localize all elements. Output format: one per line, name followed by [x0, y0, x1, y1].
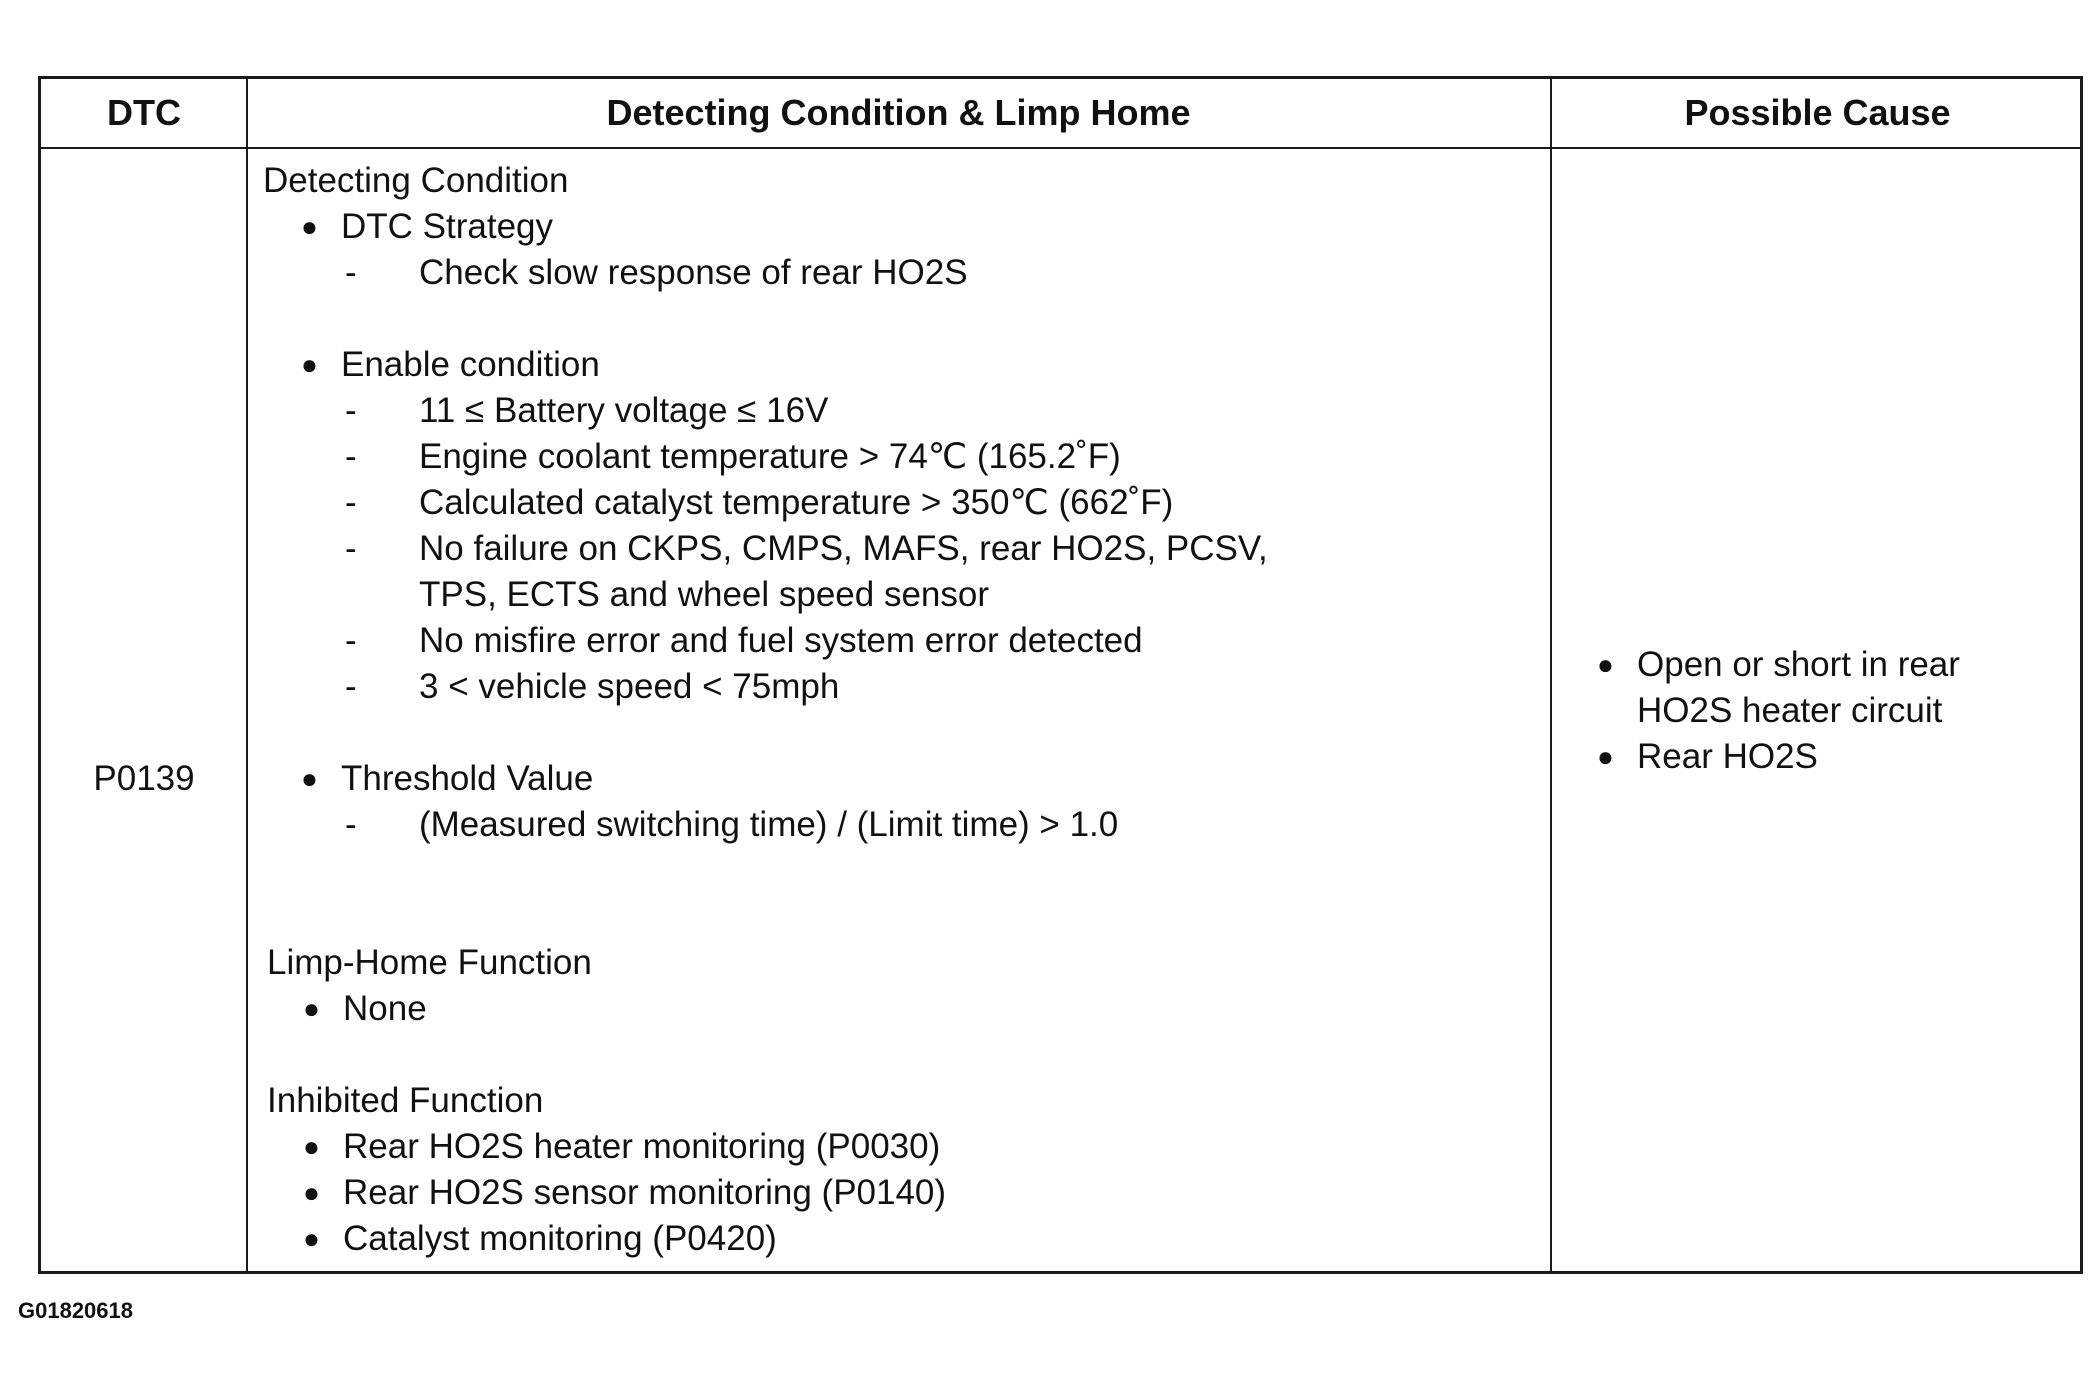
list-item: - (Measured switching time) / (Limit time) > 1.0 — [263, 802, 1268, 848]
column-divider — [1550, 79, 1552, 1271]
list-item: - Calculated catalyst temperature > 350℃ (662˚F) — [263, 480, 1268, 526]
bullet-icon: ● — [303, 993, 320, 1024]
dtc-code: P0139 — [93, 759, 195, 798]
possible-cause-cell — [1591, 642, 1960, 780]
list-item: ● Rear HO2S sensor monitoring (P0140) — [263, 1170, 1268, 1216]
bullet-icon: ● — [1597, 741, 1614, 772]
list-item: - Check slow response of rear HO2S — [263, 250, 1268, 296]
list-item: - 11 ≤ Battery voltage ≤ 16V — [263, 388, 1268, 434]
dash-icon: - — [345, 391, 357, 430]
dash-icon: - — [345, 253, 357, 292]
dash-icon: - — [345, 529, 357, 568]
limp-home-heading: Limp-Home Function — [267, 943, 592, 982]
bullet-icon: ● — [301, 763, 318, 794]
list-item: - No failure on CKPS, CMPS, MAFS, rear HO2S, PCSV, — [263, 526, 1268, 572]
dash-icon: - — [345, 437, 357, 476]
bullet-icon: ● — [303, 1131, 320, 1162]
dash-icon: - — [345, 667, 357, 706]
list-item: ● Catalyst monitoring (P0420) — [263, 1216, 1268, 1262]
figure-id: G01820618 — [18, 1298, 133, 1323]
list-item-continuation: TPS, ECTS and wheel speed sensor — [419, 575, 990, 614]
bullet-icon: ● — [303, 1223, 320, 1254]
list-item: ● Open or short in rear — [1591, 642, 1960, 688]
dtc-table — [38, 76, 2083, 1274]
list-item: - No misfire error and fuel system error detected — [263, 618, 1268, 664]
list-item: - 3 < vehicle speed < 75mph — [263, 664, 1268, 710]
header-dtc: DTC — [107, 92, 181, 133]
bullet-icon: ● — [301, 211, 318, 242]
column-divider — [246, 79, 248, 1271]
list-item: ● Rear HO2S heater monitoring (P0030) — [263, 1124, 1268, 1170]
detecting-condition-heading: Detecting Condition — [263, 161, 569, 200]
list-item: - Engine coolant temperature > 74℃ (165.2˚F) — [263, 434, 1268, 480]
header-condition: Detecting Condition & Limp Home — [606, 92, 1191, 133]
list-item: ● Threshold Value — [263, 756, 1268, 802]
header-possible-cause: Possible Cause — [1684, 92, 1951, 133]
condition-cell — [263, 158, 1268, 1262]
list-item: ● DTC Strategy — [263, 204, 1268, 250]
dash-icon: - — [345, 621, 357, 660]
list-item: ● None — [263, 986, 1268, 1032]
list-item: ● Rear HO2S — [1591, 734, 1960, 780]
list-item: ● Enable condition — [263, 342, 1268, 388]
bullet-icon: ● — [1597, 649, 1614, 680]
list-item-continuation: HO2S heater circuit — [1637, 691, 1943, 730]
dash-icon: - — [345, 483, 357, 522]
bullet-icon: ● — [303, 1177, 320, 1208]
header-divider — [41, 147, 2080, 149]
inhibited-heading: Inhibited Function — [267, 1081, 544, 1120]
bullet-icon: ● — [301, 349, 318, 380]
dash-icon: - — [345, 805, 357, 844]
